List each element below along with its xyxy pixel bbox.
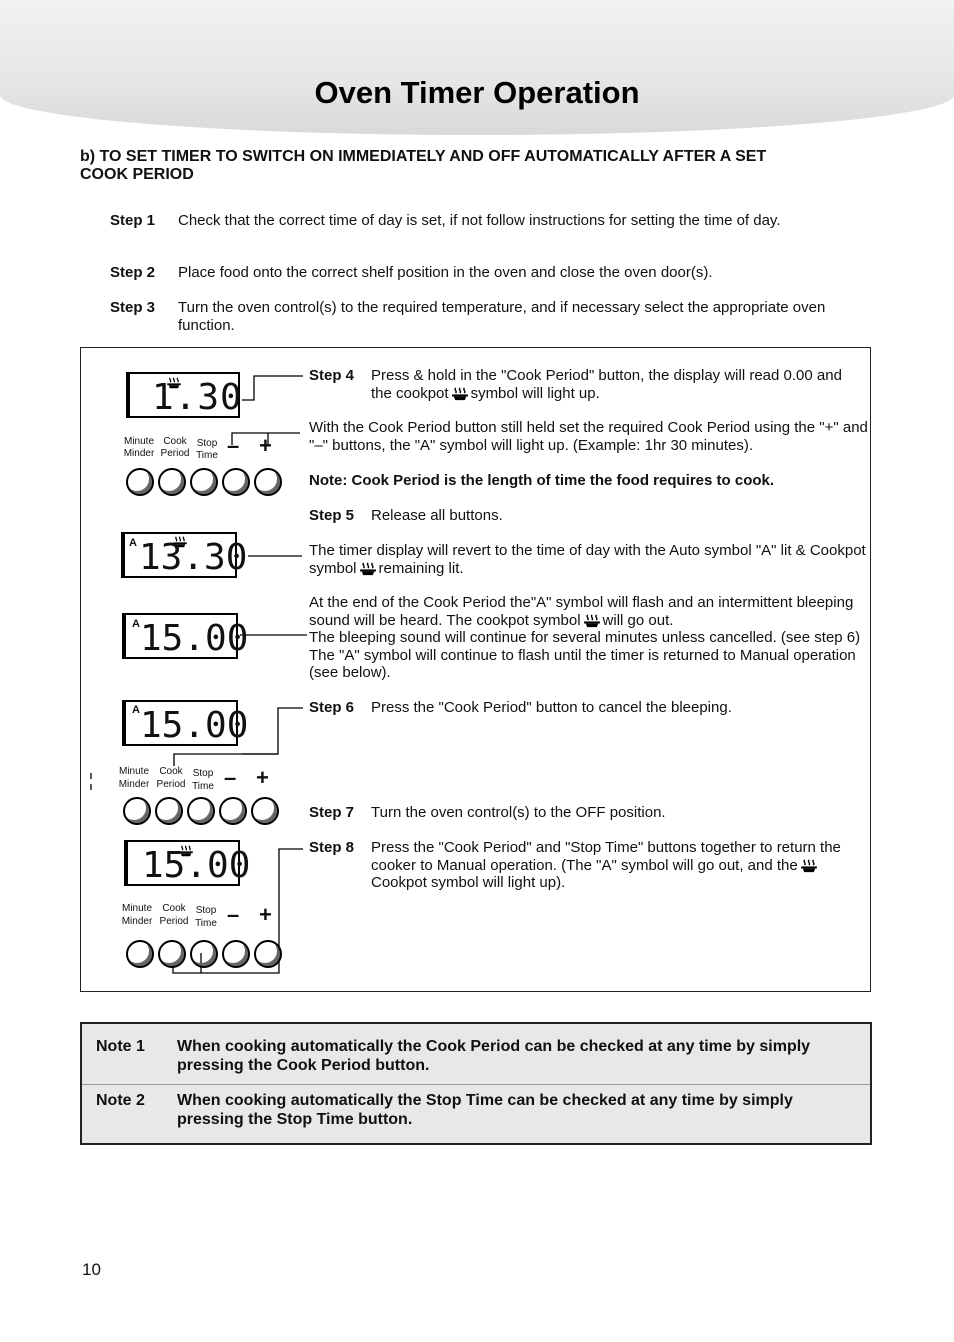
button-panel [116,902,286,964]
step-text: Press & hold in the "Cook Period" button, the display will read 0.00 and the cookpot symbol will light up. [371,367,842,402]
display-reading: 13.30 [139,537,248,578]
button-panel [116,433,286,496]
timer-display [122,613,249,659]
auto-symbol: A [132,704,140,716]
cook-period-button[interactable] [158,940,186,968]
revert-text: The timer display will revert to the time of day with the Auto symbol "A" lit & Cookpot symbol remaining lit. [309,542,866,577]
stop-time-button[interactable] [190,468,218,496]
end-of-cook-text: At the end of the Cook Period the"A" symbol will flash and an intermittent bleeping sound will be heard. The cookpot symbol will go out. The bleeping sound will continue for several minutes unless cancelled. (see step 6) The "A" symbol will continue to flash until the timer is returned to Manual operation (see below). [309,594,861,681]
page-number: 10 [82,1260,101,1279]
minus-button[interactable] [219,797,247,825]
stop-time-button[interactable] [190,940,218,968]
page-title: Oven Timer Operation [314,75,640,110]
step-label: Step 2 [110,264,156,281]
display-reading: 1.30 [152,377,243,418]
minute-minder-button[interactable] [123,797,151,825]
step-text: Press the "Cook Period" button to cancel the bleeping. [371,699,732,716]
cookpot-icon [359,562,377,576]
plus-label: + [256,765,269,790]
button-panel [113,765,283,825]
cook-period-button[interactable] [158,468,186,496]
plus-label: + [259,902,272,927]
auto-symbol: A [129,537,137,549]
minute-minder-label: Minute Minder [123,436,155,459]
step-text: Place food onto the correct shelf position in the oven and close the oven door(s). [178,264,713,281]
auto-symbol: A [132,618,140,630]
cook-period-label: Cook Period [160,436,190,459]
cook-period-label: Cook Period [156,766,186,790]
cookpot-icon [583,614,601,628]
display-reading: 15.00 [142,845,251,886]
minus-label: – [227,902,240,927]
stop-time-label: Stop Time [192,768,214,792]
step-text: Turn the oven control(s) to the required temperature, and if necessary select the appropriate oven function. [178,299,826,334]
step-4-detail: With the Cook Period button still held set the required Cook Period using the "+" and "–" buttons, the "A" symbol will light up. (Example: 1hr 30 minutes). [309,419,868,454]
cook-period-note: Note: Cook Period is the length of time the food requires to cook. [309,472,775,489]
timer-display [126,372,243,418]
plus-button[interactable] [251,797,279,825]
step-label: Step 6 [309,699,355,716]
notes-box [80,1022,872,1145]
display-reading: 15.00 [140,705,249,746]
minute-minder-button[interactable] [126,468,154,496]
stop-time-button[interactable] [187,797,215,825]
minute-minder-label: Minute Minder [121,903,153,927]
step-label: Step 5 [309,507,355,524]
step-text: Release all buttons. [371,507,503,524]
cook-period-label: Cook Period [159,903,189,927]
step-label: Step 3 [110,299,156,316]
stop-time-label: Stop Time [195,905,217,929]
cook-period-button[interactable] [155,797,183,825]
display-reading: 15.00 [140,618,249,659]
note-text: When cooking automatically the Cook Period can be checked at any time by simply pressing the Cook Period button. [177,1038,811,1074]
minute-minder-label: Minute Minder [118,766,150,790]
cookpot-icon [800,859,818,873]
note-divider [82,1084,870,1085]
step-text: Check that the correct time of day is set, if not follow instructions for setting the time of day. [178,212,781,229]
step-text: Turn the oven control(s) to the OFF position. [371,804,666,821]
timer-display [122,700,249,746]
plus-label: + [259,433,272,458]
timer-display [124,840,251,886]
minus-button[interactable] [222,940,250,968]
note-text: When cooking automatically the Stop Time can be checked at any time by simply pressing the Stop Time button. [177,1092,793,1128]
plus-button[interactable] [254,468,282,496]
step-label: Step 1 [110,212,156,229]
note-label: Note 1 [96,1038,145,1055]
minute-minder-button[interactable] [126,940,154,968]
step-label: Step 4 [309,367,355,384]
minus-label: – [227,433,240,458]
step-label: Step 8 [309,839,355,856]
minus-button[interactable] [222,468,250,496]
step-label: Step 7 [309,804,355,821]
minus-label: – [224,765,237,790]
timer-display [121,532,248,578]
step-text: Press the "Cook Period" and "Stop Time" buttons together to return the cooker to Manual operation. (The "A" symbol will go out, and theCookpot symbol will light up). [371,839,841,891]
cookpot-icon [451,387,469,401]
stop-time-label: Stop Time [196,438,218,461]
note-label: Note 2 [96,1092,145,1109]
plus-button[interactable] [254,940,282,968]
section-heading: b) TO SET TIMER TO SWITCH ON IMMEDIATELY AND OFF AUTOMATICALLY AFTER A SET COOK PERIOD [80,148,767,183]
